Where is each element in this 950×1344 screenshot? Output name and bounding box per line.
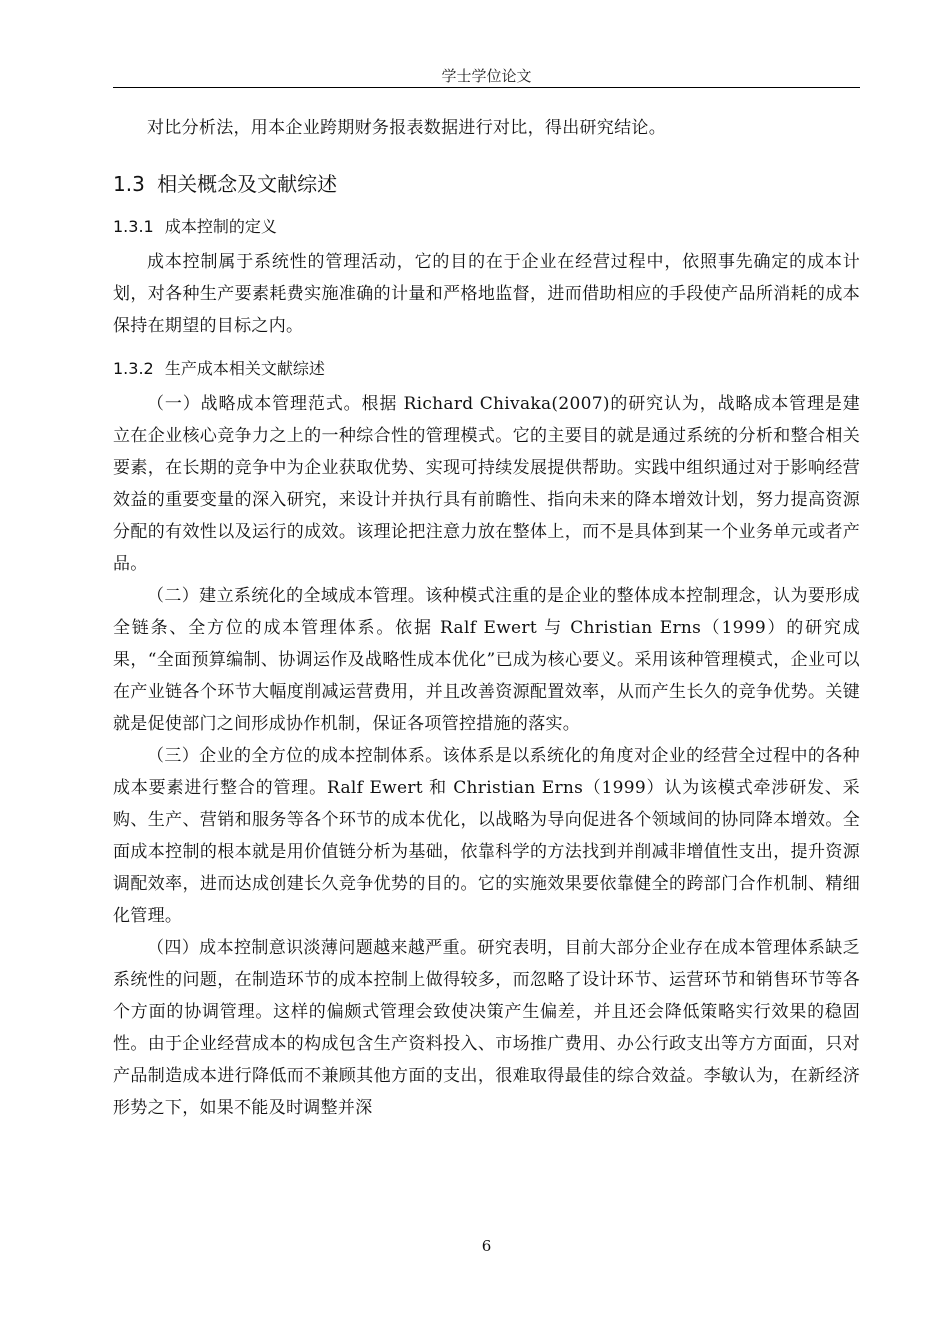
review-paragraph-1: （一）战略成本管理范式。根据 Richard Chivaka(2007)的研究认为，战略成本管理是建立在企业核心竞争力之上的一种综合性的管理模式。它的主要目的就是通过系统的分析和整合相关要素，在长期的竞争中为企业获取优势、实现可持续发展提供帮助。实践中组织通过对于影响经营效益的重要变量的深入研究，来设计并执行具有前瞻性、指向未来的降本增效计划，努力提高资源分配的有效性以及运行的成效。该理论把注意力放在整体上，而不是具体到某一个业务单元或者产品。 [113, 394, 860, 574]
subsection-heading-2 [113, 354, 860, 384]
review-paragraph-2: （二）建立系统化的全域成本管理。该种模式注重的是企业的整体成本控制理念，认为要形成全链条、全方位的成本管理体系。依据 Ralf Ewert 与 Christian Erns（1999）的研究成果，“全面预算编制、协调运作及战略性成本优化”已成为核心要义。采用该种管理模式，企业可以在产业链各个环节大幅度削减运营费用，并且改善资源配置效率，从而产生长久的竞争优势。关键就是促使部门之间形成协作机制，保证各项管控措施的落实。 [113, 586, 860, 734]
section-heading [113, 168, 860, 200]
header-rule [113, 87, 860, 88]
subsection-title-1: 成本控制的定义 [164, 217, 277, 236]
subsection-title-2: 生产成本相关文献综述 [164, 359, 325, 378]
subsection-number-2: 1.3.2 [113, 359, 154, 378]
review-paragraph-3: （三）企业的全方位的成本控制体系。该体系是以系统化的角度对企业的经营全过程中的各种成本要素进行整合的管理。Ralf Ewert 和 Christian Erns（1999）认为该模式牵涉研发、采购、生产、营销和服务等各个环节的成本优化，以战略为导向促进各个领域间的协同降本增效。全面成本控制的根本就是用价值链分析为基础，依靠科学的方法找到并削减非增值性支出，提升资源调配效率，进而达成创建长久竞争优势的目的。它的实施效果要依靠健全的跨部门合作机制、精细化管理。 [113, 746, 860, 926]
intro-paragraph: 对比分析法，用本企业跨期财务报表数据进行对比，得出研究结论。 [147, 118, 666, 138]
definition-paragraph: 成本控制属于系统性的管理活动，它的目的在于企业在经营过程中，依照事先确定的成本计划，对各种生产要素耗费实施准确的计量和严格地监督，进而借助相应的手段使产品所消耗的成本保持在期望的目标之内。 [113, 252, 860, 336]
section-title: 相关概念及文献综述 [157, 172, 338, 196]
section-number: 1.3 [113, 172, 145, 196]
subsection-number-1: 1.3.1 [113, 217, 154, 236]
page-body [113, 112, 860, 1124]
subsection-heading-1 [113, 212, 860, 242]
review-paragraph-4: （四）成本控制意识淡薄问题越来越严重。研究表明，目前大部分企业存在成本管理体系缺乏系统性的问题，在制造环节的成本控制上做得较多，而忽略了设计环节、运营环节和销售环节等各个方面的协调管理。这样的偏颇式管理会致使决策产生偏差，并且还会降低策略实行效果的稳固性。由于企业经营成本的构成包含生产资料投入、市场推广费用、办公行政支出等方方面面，只对产品制造成本进行降低而不兼顾其他方面的支出，很难取得最佳的综合效益。李敏认为，在新经济形势之下，如果不能及时调整并深 [113, 938, 860, 1118]
page-number: 6 [481, 1237, 492, 1255]
running-header: 学士学位论文 [441, 67, 532, 85]
